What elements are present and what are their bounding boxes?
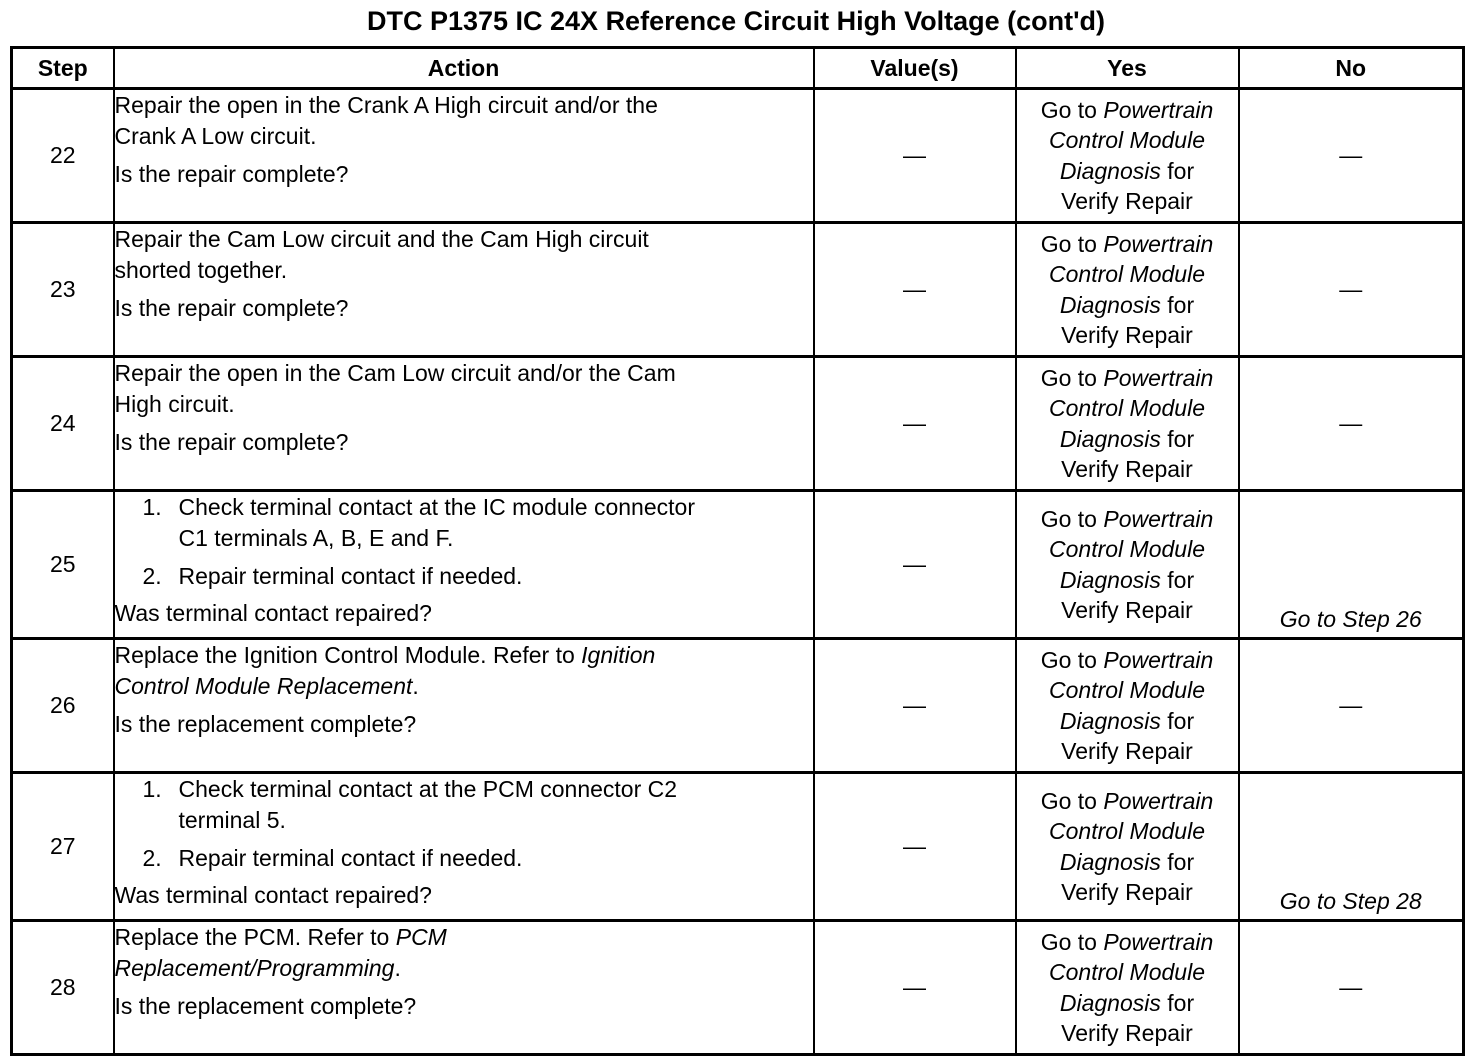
diagnostic-table bbox=[10, 46, 1465, 1056]
page-title: DTC P1375 IC 24X Reference Circuit High Voltage (cont'd) bbox=[366, 6, 1106, 36]
value-cell: — bbox=[814, 773, 1016, 921]
pcm-diagnosis-link: Powertrain bbox=[1103, 230, 1214, 257]
no-cell: — bbox=[1239, 639, 1464, 773]
header-action: Action bbox=[114, 48, 814, 89]
no-cell: — bbox=[1239, 357, 1464, 491]
yes-cell: Go to Powertrain Control Module Diagnosis for Verify Repair bbox=[1016, 921, 1239, 1055]
action-question: Is the repair complete? bbox=[114, 161, 349, 187]
go-to-step-28: Go to Step 28 bbox=[1239, 773, 1464, 921]
header-values: Value(s) bbox=[814, 48, 1016, 89]
pcm-diagnosis-link: Powertrain bbox=[1103, 646, 1214, 673]
yes-cell: Go to Powertrain Control Module Diagnosis for Verify Repair bbox=[1016, 639, 1239, 773]
step-number: 28 bbox=[12, 921, 114, 1055]
table-row bbox=[12, 639, 1464, 773]
value-cell: — bbox=[814, 357, 1016, 491]
table-row bbox=[12, 773, 1464, 921]
list-item: 1. Check terminal contact at the IC module connector bbox=[142, 494, 695, 520]
list-item: 1. Check terminal contact at the PCM connector C2 bbox=[142, 776, 678, 802]
yes-cell: Go to Powertrain Control Module Diagnosis for Verify Repair bbox=[1016, 89, 1239, 223]
action-cell: Replace the PCM. Refer to PCM Replacement/Programming. Is the replacement complete? bbox=[114, 921, 814, 1055]
pcm-replacement-ref: PCM bbox=[395, 924, 447, 950]
list-item: 2. Repair terminal contact if needed. bbox=[142, 845, 523, 871]
value-cell: — bbox=[814, 639, 1016, 773]
action-cell bbox=[114, 357, 814, 491]
table-row bbox=[12, 921, 1464, 1055]
table-row bbox=[12, 89, 1464, 223]
action-question: Was terminal contact repaired? bbox=[114, 881, 432, 908]
header-no: No bbox=[1239, 48, 1464, 89]
yes-cell: Go to Powertrain Control Module Diagnosis for Verify Repair bbox=[1016, 357, 1239, 491]
value-cell: — bbox=[814, 89, 1016, 223]
pcm-diagnosis-link: Powertrain bbox=[1103, 364, 1214, 391]
action-text: Repair the Cam Low circuit and the Cam High circuit bbox=[114, 226, 649, 252]
action-question: Was terminal contact repaired? bbox=[114, 599, 432, 626]
action-cell: Replace the Ignition Control Module. Refer to Ignition Control Module Replacement. Is the replacement complete? bbox=[114, 639, 814, 773]
no-cell: — bbox=[1239, 921, 1464, 1055]
step-number: 26 bbox=[12, 639, 114, 773]
yes-cell: Go to Powertrain Control Module Diagnosis for Verify Repair bbox=[1016, 223, 1239, 357]
table-header-row bbox=[12, 48, 1464, 89]
action-cell bbox=[114, 89, 814, 223]
action-text: shorted together. bbox=[114, 256, 288, 283]
action-text: High circuit. bbox=[114, 390, 235, 417]
action-text: Repair the open in the Cam Low circuit and/or the Cam bbox=[114, 360, 676, 386]
pcm-diagnosis-link: Powertrain bbox=[1103, 505, 1214, 532]
ignition-module-replacement-ref: Ignition bbox=[581, 642, 656, 668]
list-item-continuation: C1 terminals A, B, E and F. bbox=[178, 524, 454, 551]
action-text: Crank A Low circuit. bbox=[114, 122, 317, 149]
pcm-diagnosis-link: Powertrain bbox=[1103, 928, 1214, 955]
no-cell: — bbox=[1239, 223, 1464, 357]
table-row bbox=[12, 223, 1464, 357]
list-item: 2. Repair terminal contact if needed. bbox=[142, 563, 523, 589]
list-item-continuation: terminal 5. bbox=[178, 806, 286, 833]
action-question: Is the repair complete? bbox=[114, 429, 349, 455]
table-row bbox=[12, 491, 1464, 639]
action-cell bbox=[114, 223, 814, 357]
pcm-diagnosis-link: Powertrain bbox=[1103, 96, 1214, 123]
action-question: Is the replacement complete? bbox=[114, 993, 417, 1019]
step-number: 27 bbox=[12, 773, 114, 921]
step-number: 25 bbox=[12, 491, 114, 639]
step-number: 24 bbox=[12, 357, 114, 491]
header-yes: Yes bbox=[1016, 48, 1239, 89]
yes-cell: Go to Powertrain Control Module Diagnosis for Verify Repair bbox=[1016, 491, 1239, 639]
pcm-diagnosis-link: Powertrain bbox=[1103, 787, 1214, 814]
header-step: Step bbox=[12, 48, 114, 89]
action-cell bbox=[114, 491, 814, 639]
value-cell: — bbox=[814, 491, 1016, 639]
action-text: Repair the open in the Crank A High circuit and/or the bbox=[114, 92, 658, 118]
table-row bbox=[12, 357, 1464, 491]
value-cell: — bbox=[814, 223, 1016, 357]
action-cell bbox=[114, 773, 814, 921]
yes-cell: Go to Powertrain Control Module Diagnosis for Verify Repair bbox=[1016, 773, 1239, 921]
action-question: Is the repair complete? bbox=[114, 295, 349, 321]
no-cell: — bbox=[1239, 89, 1464, 223]
step-number: 22 bbox=[12, 89, 114, 223]
go-to-step-26: Go to Step 26 bbox=[1239, 491, 1464, 639]
value-cell: — bbox=[814, 921, 1016, 1055]
action-question: Is the replacement complete? bbox=[114, 711, 417, 737]
step-number: 23 bbox=[12, 223, 114, 357]
